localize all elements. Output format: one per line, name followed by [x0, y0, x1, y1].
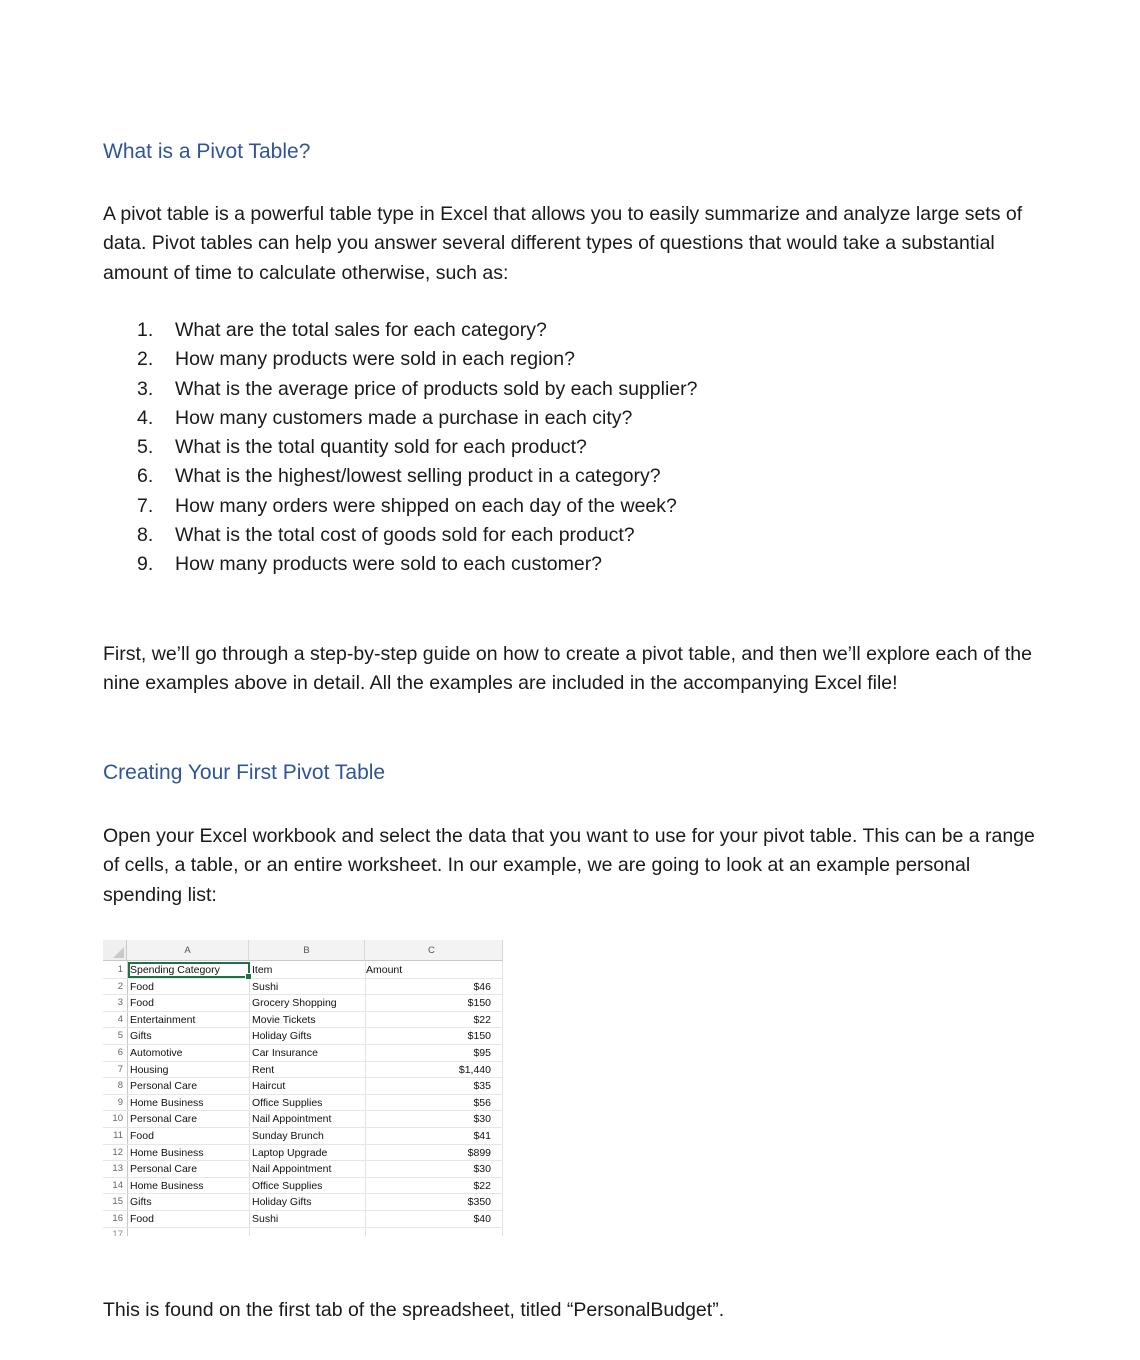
question-number: 4.	[137, 406, 154, 429]
cell: $95	[473, 1046, 491, 1059]
cell: Rent	[252, 1063, 275, 1076]
cell: Food	[130, 997, 154, 1010]
cell: $41	[473, 1129, 491, 1142]
cell: $56	[473, 1096, 491, 1109]
cell: $46	[473, 980, 491, 993]
intro-paragraph: A pivot table is a powerful table type in Excel that allows you to easily summarize and analyze large sets of data. Pivot tables can help you answer several different types of questions that would take a substantial amount of time to calculate otherwise, such as:	[103, 203, 1023, 284]
cell: Spending Category	[130, 964, 220, 976]
cell: Entertainment	[130, 1013, 196, 1026]
row-number: 5	[117, 1030, 123, 1042]
row-number: 15	[112, 1196, 123, 1208]
cell: Home Business	[130, 1146, 204, 1159]
cell: Personal Care	[130, 1113, 198, 1126]
question-text: How many products were sold to each customer?	[175, 553, 603, 576]
spreadsheet-image	[103, 940, 503, 1236]
table-row	[103, 1078, 503, 1095]
select-all-corner	[103, 940, 127, 961]
cell: Holiday Gifts	[252, 1196, 312, 1209]
cell: Nail Appointment	[252, 1163, 332, 1176]
question-text: What are the total sales for each category?	[175, 319, 547, 341]
cell: Movie Tickets	[252, 1013, 316, 1026]
table-row	[103, 1145, 503, 1162]
question-text: How many customers made a purchase in each city?	[175, 406, 633, 429]
table-row	[103, 1161, 503, 1178]
cell: Gifts	[130, 1030, 152, 1043]
question-number: 7.	[137, 494, 154, 517]
cell: Food	[130, 1212, 154, 1225]
cell: Item	[252, 964, 273, 976]
row-number: 2	[117, 980, 123, 992]
cell: Office Supplies	[252, 1179, 323, 1192]
cell: Office Supplies	[252, 1096, 323, 1109]
row-number-partial: 17	[112, 1229, 123, 1236]
table-row	[103, 1211, 503, 1228]
cell: Home Business	[130, 1096, 204, 1109]
column-header-c: C	[365, 940, 503, 961]
table-row	[103, 1194, 503, 1211]
cell: Amount	[366, 964, 403, 976]
caption-paragraph: This is found on the first tab of the spreadsheet, titled “PersonalBudget”.	[103, 1299, 725, 1321]
cell: Home Business	[130, 1179, 204, 1192]
row-number: 1	[117, 964, 123, 975]
sheet-rows	[103, 962, 503, 1228]
cell: $30	[473, 1163, 491, 1176]
row-number: 4	[117, 1013, 123, 1025]
table-row	[103, 1012, 503, 1029]
row-number: 8	[117, 1080, 123, 1092]
cell: Automotive	[130, 1046, 183, 1059]
cell: $35	[473, 1080, 491, 1093]
cell: Personal Care	[130, 1163, 198, 1176]
cell: $22	[473, 1013, 491, 1026]
row-number: 7	[117, 1063, 123, 1075]
row-number: 14	[112, 1179, 123, 1191]
cell: $30	[473, 1113, 491, 1126]
cell: Haircut	[252, 1080, 286, 1093]
cell: $150	[467, 1030, 491, 1043]
row-number: 12	[112, 1146, 123, 1158]
active-cell-outline	[128, 962, 250, 978]
cell: Food	[130, 1129, 154, 1142]
table-row	[103, 1062, 503, 1079]
question-number: 2.	[137, 348, 154, 371]
question-text: What is the total quantity sold for each product?	[175, 436, 587, 459]
cell: Food	[130, 980, 154, 993]
column-header-b: B	[249, 940, 365, 961]
cell: $22	[473, 1179, 491, 1192]
cell: Sushi	[252, 1212, 279, 1225]
question-number: 9.	[137, 553, 154, 576]
cell: Car Insurance	[252, 1046, 318, 1059]
cell: Laptop Upgrade	[252, 1146, 328, 1159]
cell: Sushi	[252, 980, 279, 993]
row-number: 11	[113, 1129, 123, 1141]
question-number: 3.	[137, 377, 154, 400]
table-row	[103, 1028, 503, 1045]
cell: Gifts	[130, 1196, 152, 1209]
table-row	[103, 979, 503, 996]
creating-intro-paragraph: Open your Excel workbook and select the data that you want to use for your pivot table. This can be a range of cells, a table, or an entire worksheet. In our example, we are going to look at an example personal spending list:	[103, 825, 1035, 906]
cell: Holiday Gifts	[252, 1030, 312, 1043]
cell: $40	[473, 1212, 491, 1225]
question-number: 8.	[137, 524, 154, 547]
question-number: 6.	[137, 465, 154, 488]
cell: Sunday Brunch	[252, 1129, 324, 1142]
table-row	[103, 1111, 503, 1128]
question-text: What is the total cost of goods sold for each product?	[175, 524, 635, 547]
cell: $899	[467, 1146, 491, 1159]
cell: $350	[467, 1196, 491, 1209]
cell: Grocery Shopping	[252, 997, 337, 1010]
question-text: How many orders were shipped on each day of the week?	[175, 494, 677, 517]
followup-paragraph: First, we’ll go through a step-by-step guide on how to create a pivot table, and then we’ll explore each of the nine examples above in detail. All the examples are included in the accompanying Excel file!	[103, 643, 1032, 695]
table-row	[103, 1095, 503, 1112]
table-row	[103, 1128, 503, 1145]
row-number: 16	[112, 1212, 123, 1224]
row-number: 13	[112, 1163, 123, 1175]
question-text: What is the highest/lowest selling product in a category?	[175, 465, 661, 488]
question-text: How many products were sold in each region?	[175, 348, 575, 371]
cell: $150	[467, 997, 491, 1010]
question-number: 1.	[137, 319, 154, 341]
row-number: 6	[117, 1046, 123, 1058]
row-number: 3	[117, 997, 123, 1009]
heading-what-is-pivot-table: What is a Pivot Table?	[103, 140, 311, 163]
table-row	[103, 1045, 503, 1062]
row-number: 10	[112, 1113, 123, 1125]
table-row	[103, 1178, 503, 1195]
question-text: What is the average price of products sold by each supplier?	[175, 377, 698, 400]
column-header-a: A	[127, 940, 249, 961]
cell: Nail Appointment	[252, 1113, 332, 1126]
table-row	[103, 995, 503, 1012]
row-number: 9	[117, 1096, 123, 1108]
cell: Housing	[130, 1063, 169, 1076]
cell: Personal Care	[130, 1080, 198, 1093]
cell: $1,440	[458, 1063, 491, 1076]
heading-creating-first-pivot-table: Creating Your First Pivot Table	[103, 761, 386, 784]
question-number: 5.	[137, 436, 154, 459]
